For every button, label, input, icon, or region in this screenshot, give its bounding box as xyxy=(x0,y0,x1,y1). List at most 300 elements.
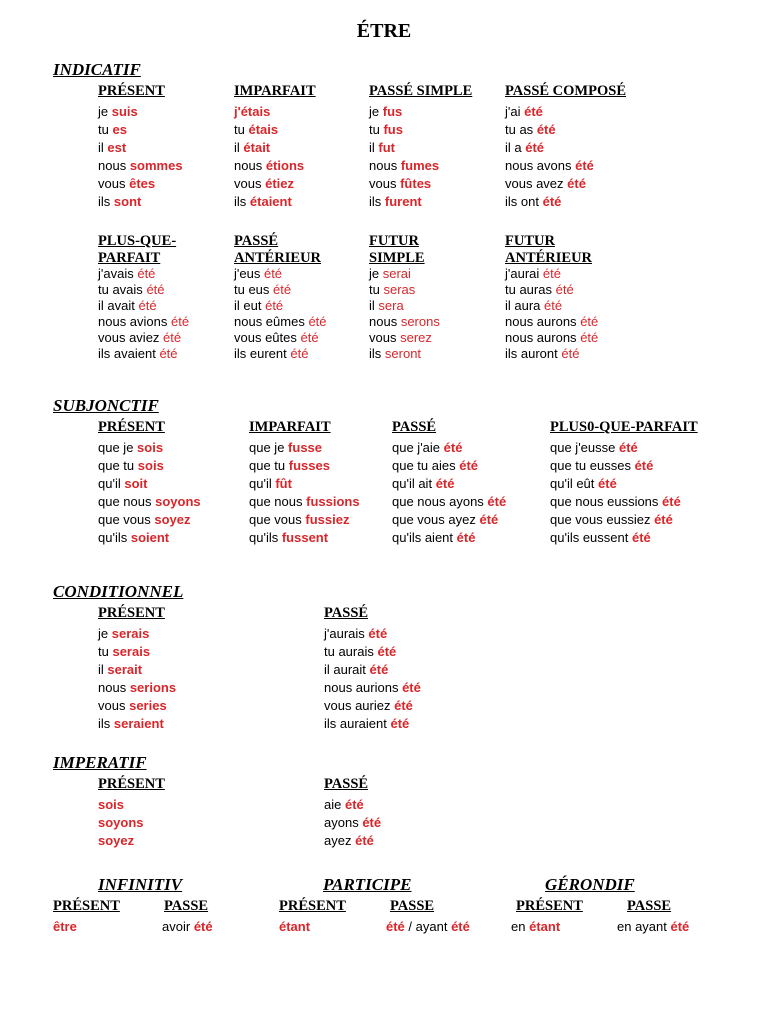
subject-pronoun: il xyxy=(369,140,375,155)
subject-pronoun: que nous xyxy=(249,494,303,509)
subject-pronoun: vous eûtes xyxy=(234,330,297,345)
subject-pronoun: tu avais xyxy=(98,282,143,297)
conjugation-row xyxy=(617,918,689,936)
subject-pronoun: nous xyxy=(98,158,127,173)
conjugation-row xyxy=(369,298,440,314)
verb-form: fumes xyxy=(400,158,440,173)
conjugation-row xyxy=(234,121,304,139)
conjugation-list xyxy=(234,103,304,211)
conjugation-row xyxy=(98,796,144,814)
subject-pronoun: il xyxy=(234,140,240,155)
conjugation-list xyxy=(505,266,598,362)
conjugation-row xyxy=(98,298,189,314)
verb-form: fut xyxy=(378,140,396,155)
subject-pronoun: ils xyxy=(234,194,247,209)
conjugation-row xyxy=(234,298,327,314)
subject-pronoun: ils avaient xyxy=(98,346,156,361)
verb-form: serais xyxy=(112,644,151,659)
subject-pronoun: vous auriez xyxy=(324,698,391,713)
mood-heading-subjonctif: SUBJONCTIF xyxy=(53,396,159,415)
conjugation-row xyxy=(505,314,598,330)
conjugation-row xyxy=(98,157,183,175)
subject-pronoun: nous xyxy=(98,680,127,695)
verb-form: été xyxy=(193,919,213,934)
conjugation-row xyxy=(98,103,183,121)
subject-pronoun: ils auront xyxy=(505,346,558,361)
tense-heading: PASSÉ COMPOSÉ xyxy=(505,83,626,99)
subject-pronoun: il eut xyxy=(234,298,262,313)
subject-pronoun: il xyxy=(98,140,104,155)
conjugation-row xyxy=(369,346,440,362)
conjugation-row xyxy=(505,193,594,211)
verb-form: été xyxy=(368,626,388,641)
verb-form: été xyxy=(344,797,364,812)
verb-form: été xyxy=(394,698,413,713)
conjugation-row xyxy=(162,918,213,936)
conjugation-list xyxy=(98,439,201,547)
conjugation-row xyxy=(392,493,506,511)
verb-form: été xyxy=(171,314,190,329)
tense-heading: PRÉSENT xyxy=(516,898,583,914)
tense-heading: IMPARFAIT xyxy=(234,83,316,99)
verb-form: été xyxy=(654,512,673,527)
verb-form: sois xyxy=(137,458,164,473)
verb-form: series xyxy=(129,698,167,713)
subject-pronoun: ils xyxy=(98,194,111,209)
verb-form: été xyxy=(290,346,309,361)
subject-pronoun: il aura xyxy=(505,298,541,313)
verb-form: été xyxy=(355,833,374,848)
verb-form: soyez xyxy=(98,833,135,848)
subject-pronoun: que j'eusse xyxy=(550,440,616,455)
conjugation-row xyxy=(279,918,310,936)
subject-pronoun: que j'aie xyxy=(392,440,441,455)
tense-heading: PASSÉ xyxy=(324,776,369,792)
conjugation-row xyxy=(324,796,381,814)
conjugation-row xyxy=(369,193,439,211)
conjugation-row xyxy=(98,266,189,282)
conjugation-row xyxy=(234,157,304,175)
subject-pronoun: en xyxy=(511,919,526,934)
verb-form: étant xyxy=(529,919,561,934)
subject-pronoun: je xyxy=(369,104,380,119)
tense-heading: PASSE xyxy=(627,898,672,914)
conjugation-list xyxy=(369,266,440,362)
verb-form: soyons xyxy=(98,815,144,830)
subject-pronoun: qu'ils xyxy=(98,530,128,545)
conjugation-row xyxy=(392,475,506,493)
subject-pronoun: qu'il ait xyxy=(392,476,433,491)
verb-form: été xyxy=(479,512,499,527)
verb-form: été xyxy=(402,680,421,695)
conjugation-list xyxy=(324,796,381,850)
conjugation-row xyxy=(505,346,598,362)
conjugation-row xyxy=(505,298,598,314)
conjugation-row xyxy=(505,121,594,139)
subject-pronoun: vous xyxy=(369,330,397,345)
verb-form: sommes xyxy=(129,158,183,173)
conjugation-row xyxy=(505,282,598,298)
verb-form: est xyxy=(107,140,127,155)
verb-form: été xyxy=(159,346,178,361)
verb-form: fussent xyxy=(281,530,329,545)
verb-form: été xyxy=(575,158,594,173)
subject-pronoun: je xyxy=(369,266,380,281)
subject-pronoun: tu xyxy=(234,122,245,137)
subject-pronoun: ils xyxy=(98,716,111,731)
conjugation-list xyxy=(324,625,421,733)
subject-pronoun: que nous xyxy=(98,494,152,509)
conjugation-row xyxy=(234,282,327,298)
subject-pronoun: qu'ils eussent xyxy=(550,530,629,545)
conjugation-row xyxy=(324,697,421,715)
conjugation-row xyxy=(98,330,189,346)
subject-pronoun: que vous xyxy=(249,512,302,527)
conjugation-list xyxy=(249,439,360,547)
subject-pronoun: ils auraient xyxy=(324,716,387,731)
tense-heading: IMPARFAIT xyxy=(249,419,331,435)
conjugation-row xyxy=(369,282,440,298)
conjugation-row xyxy=(550,457,681,475)
verb-form: été xyxy=(265,298,284,313)
verb-form: été xyxy=(487,494,507,509)
verb-form: fus xyxy=(383,122,403,137)
tense-heading: PLUS-QUE- PARFAIT xyxy=(98,233,177,266)
conjugation-row xyxy=(550,511,681,529)
conjugation-row xyxy=(98,457,201,475)
verb-form: été xyxy=(598,476,617,491)
verb-form: fus xyxy=(382,104,403,119)
verb-form: été xyxy=(580,314,599,329)
conjugation-row xyxy=(98,679,176,697)
subject-pronoun: que vous ayez xyxy=(392,512,476,527)
conjugation-row xyxy=(98,346,189,362)
conjugation-row xyxy=(249,511,360,529)
conjugation-row xyxy=(98,139,183,157)
conjugation-row xyxy=(505,266,598,282)
conjugation-row xyxy=(98,175,183,193)
verb-form: étaient xyxy=(249,194,292,209)
conjugation-row xyxy=(369,314,440,330)
subject-pronoun: qu'ils xyxy=(249,530,279,545)
verb-form: serez xyxy=(400,330,432,345)
conjugation-row xyxy=(369,121,439,139)
verb-form: serait xyxy=(107,662,143,677)
verb-form: seras xyxy=(383,282,416,297)
tense-heading: PASSÉ xyxy=(392,419,437,435)
conjugation-row xyxy=(98,529,201,547)
subject-pronoun: nous eûmes xyxy=(234,314,305,329)
verb-form: sera xyxy=(378,298,404,313)
verb-form: été xyxy=(542,194,562,209)
subject-pronoun: tu xyxy=(98,122,109,137)
verb-form: été xyxy=(561,346,580,361)
conjugation-row xyxy=(505,175,594,193)
tense-heading: PRÉSENT xyxy=(53,898,120,914)
verb-form: seront xyxy=(384,346,422,361)
mood-heading-conditionnel: CONDITIONNEL xyxy=(53,582,184,601)
conjugation-row xyxy=(386,918,470,936)
subject-pronoun: nous xyxy=(369,158,398,173)
verb-form: été xyxy=(369,662,389,677)
subject-pronoun: vous xyxy=(369,176,397,191)
subject-pronoun: nous aurons xyxy=(505,314,577,329)
verb-form: été xyxy=(542,266,561,281)
conjugation-list xyxy=(369,103,439,211)
conjugation-row xyxy=(98,715,176,733)
verb-form: été xyxy=(263,266,283,281)
conjugation-row xyxy=(369,330,440,346)
subject-pronoun: j'aurais xyxy=(324,626,365,641)
tense-heading: PASSE xyxy=(390,898,435,914)
conjugation-row xyxy=(98,314,189,330)
subject-pronoun: aie xyxy=(324,797,342,812)
conjugation-row xyxy=(505,157,594,175)
verb-form: être xyxy=(53,919,77,934)
subject-pronoun: qu'il xyxy=(98,476,121,491)
conjugation-row xyxy=(249,529,360,547)
verb-form: soient xyxy=(130,530,170,545)
subject-pronoun: que vous xyxy=(98,512,151,527)
conjugation-row xyxy=(249,457,360,475)
conjugation-list xyxy=(98,796,144,850)
conjugation-list xyxy=(53,918,77,936)
verb-form: fusses xyxy=(288,458,330,473)
conjugation-row xyxy=(369,157,439,175)
subject-pronoun: il a xyxy=(505,140,522,155)
subject-pronoun: que je xyxy=(98,440,134,455)
conjugation-row xyxy=(98,193,183,211)
conjugation-row xyxy=(324,679,421,697)
subject-pronoun: qu'il eût xyxy=(550,476,595,491)
subject-pronoun: que nous eussions xyxy=(550,494,659,509)
verb-form: es xyxy=(112,122,127,137)
conjugation-list xyxy=(511,918,560,936)
conjugation-row xyxy=(324,814,381,832)
subject-pronoun: avoir xyxy=(162,919,191,934)
conjugation-row xyxy=(234,346,327,362)
verb-form: étiez xyxy=(265,176,294,191)
verb-form: été xyxy=(386,919,405,934)
conjugation-row xyxy=(234,139,304,157)
mood-heading-infinitiv: INFINITIV xyxy=(98,875,183,894)
conjugation-row xyxy=(505,330,598,346)
conjugation-row xyxy=(234,330,327,346)
subject-pronoun: j'avais xyxy=(98,266,134,281)
conjugation-row xyxy=(324,832,381,850)
conjugation-row xyxy=(324,715,421,733)
subject-pronoun: que tu xyxy=(249,458,286,473)
conjugation-row xyxy=(234,314,327,330)
subject-pronoun: nous xyxy=(369,314,398,329)
subject-pronoun: tu auras xyxy=(505,282,552,297)
conjugation-row xyxy=(98,493,201,511)
conjugation-row xyxy=(369,103,439,121)
subject-pronoun: tu xyxy=(369,122,380,137)
subject-pronoun: il xyxy=(369,298,375,313)
verb-form: fussions xyxy=(306,494,360,509)
verb-form: été xyxy=(567,176,586,191)
subject-pronoun: tu xyxy=(369,282,380,297)
verb-form: été xyxy=(146,282,165,297)
conjugation-list xyxy=(98,625,176,733)
subject-pronoun: je xyxy=(98,104,109,119)
tense-heading: PRÉSENT xyxy=(98,605,165,621)
subject-pronoun: je xyxy=(98,626,109,641)
conjugation-list xyxy=(505,103,594,211)
verb-form: fût xyxy=(275,476,292,491)
verb-form: été xyxy=(555,282,574,297)
subject-pronoun: j'ai xyxy=(505,104,521,119)
conjugation-list xyxy=(98,103,183,211)
subject-pronoun: ayez xyxy=(324,833,352,848)
conjugation-row xyxy=(234,266,327,282)
page-title: ÉTRE xyxy=(356,20,412,42)
verb-form: serions xyxy=(129,680,177,695)
verb-form: été xyxy=(273,282,292,297)
verb-form: été xyxy=(524,104,543,119)
conjugation-list xyxy=(392,439,506,547)
conjugation-row xyxy=(550,529,681,547)
conjugation-row xyxy=(249,493,360,511)
conjugation-row xyxy=(234,103,304,121)
conjugation-list xyxy=(279,918,310,936)
conjugation-row xyxy=(324,661,421,679)
subject-pronoun: qu'il xyxy=(249,476,272,491)
conjugation-list xyxy=(550,439,681,547)
verb-form: étais xyxy=(248,122,279,137)
subject-pronoun: ils xyxy=(369,194,382,209)
verb-form: été xyxy=(670,919,690,934)
verb-form: soyons xyxy=(155,494,201,509)
conjugation-row xyxy=(98,475,201,493)
subject-pronoun: ayons xyxy=(324,815,359,830)
conjugation-row xyxy=(550,475,681,493)
conjugation-row xyxy=(369,139,439,157)
tense-heading: PRÉSENT xyxy=(98,83,165,99)
conjugation-row xyxy=(392,439,506,457)
conjugation-row xyxy=(234,193,304,211)
subject-pronoun: vous xyxy=(98,698,126,713)
subject-pronoun: que nous ayons xyxy=(392,494,484,509)
tense-heading: PASSÉ ANTÉRIEUR xyxy=(234,233,322,266)
verb-form: été xyxy=(662,494,681,509)
verb-form: été xyxy=(456,530,476,545)
tense-heading: PASSÉ SIMPLE xyxy=(369,83,473,99)
conjugation-row xyxy=(249,439,360,457)
subject-pronoun: il avait xyxy=(98,298,135,313)
conjugation-row xyxy=(249,475,360,493)
tense-heading: PRÉSENT xyxy=(98,419,165,435)
subject-pronoun: que tu aies xyxy=(392,458,456,473)
verb-form: été xyxy=(362,815,382,830)
subject-pronoun: vous avez xyxy=(505,176,564,191)
subject-pronoun: vous aviez xyxy=(98,330,160,345)
subject-pronoun: tu eus xyxy=(234,282,270,297)
conjugation-row xyxy=(98,832,144,850)
verb-form: été xyxy=(435,476,455,491)
mood-heading-indicatif: INDICATIF xyxy=(53,60,141,79)
verb-form: fusse xyxy=(288,440,323,455)
verb-form: serais xyxy=(111,626,150,641)
conjugation-row xyxy=(511,918,560,936)
conjugation-row xyxy=(505,139,594,157)
verb-form: été xyxy=(377,644,397,659)
verb-form: été xyxy=(619,440,638,455)
verb-form: êtes xyxy=(129,176,156,191)
subject-pronoun: que vous eussiez xyxy=(550,512,651,527)
conjugation-row xyxy=(98,661,176,679)
subject-pronoun: ils xyxy=(369,346,382,361)
conjugation-list xyxy=(162,918,213,936)
conjugation-row xyxy=(324,625,421,643)
subject-pronoun: nous avons xyxy=(505,158,572,173)
subject-pronoun: tu as xyxy=(505,122,534,137)
verb-form: été xyxy=(544,298,563,313)
verb-form: été xyxy=(580,330,599,345)
subject-pronoun: tu xyxy=(98,644,109,659)
conjugation-row xyxy=(369,175,439,193)
verb-form: été xyxy=(459,458,479,473)
tense-heading: PRÉSENT xyxy=(98,776,165,792)
verb-form: était xyxy=(243,140,271,155)
subject-pronoun: nous aurons xyxy=(505,330,577,345)
verb-form: furent xyxy=(384,194,422,209)
subject-pronoun: vous xyxy=(234,176,262,191)
verb-form: étant xyxy=(279,919,311,934)
verb-form: serai xyxy=(382,266,411,281)
verb-form: été xyxy=(137,266,156,281)
conjugation-row xyxy=(392,529,506,547)
trailing-text: / ayant xyxy=(408,919,448,934)
tense-heading: PRÉSENT xyxy=(279,898,346,914)
subject-pronoun: nous aurions xyxy=(324,680,399,695)
conjugation-row xyxy=(369,266,440,282)
verb-form: été xyxy=(634,458,654,473)
subject-pronoun: ils eurent xyxy=(234,346,287,361)
verb-form: été xyxy=(163,330,182,345)
verb-form: suis xyxy=(111,104,138,119)
verb-form: été xyxy=(138,298,157,313)
conjugation-row xyxy=(98,511,201,529)
subject-pronoun: que tu xyxy=(98,458,135,473)
verb-form: fûtes xyxy=(400,176,432,191)
verb-form: fussiez xyxy=(305,512,350,527)
conjugation-list xyxy=(98,266,189,362)
verb-form: étions xyxy=(265,158,305,173)
conjugation-row xyxy=(98,625,176,643)
mood-heading-imperatif: IMPERATIF xyxy=(53,753,147,772)
conjugation-row xyxy=(550,493,681,511)
conjugation-list xyxy=(386,918,470,936)
verb-form: sont xyxy=(113,194,142,209)
subject-pronoun: j'aurai xyxy=(505,266,540,281)
conjugation-list xyxy=(234,266,327,362)
subject-pronoun: tu aurais xyxy=(324,644,374,659)
tense-heading: PASSÉ xyxy=(324,605,369,621)
verb-form: été xyxy=(536,122,556,137)
conjugation-row xyxy=(98,282,189,298)
verb-form: sois xyxy=(98,797,125,812)
tense-heading: FUTUR SIMPLE xyxy=(369,233,425,266)
conjugation-list xyxy=(617,918,689,936)
subject-pronoun: il aurait xyxy=(324,662,366,677)
verb-form: j'étais xyxy=(234,104,271,119)
verb-form: été xyxy=(308,314,327,329)
subject-pronoun: que je xyxy=(249,440,285,455)
conjugation-row xyxy=(392,457,506,475)
verb-form: été xyxy=(443,440,463,455)
